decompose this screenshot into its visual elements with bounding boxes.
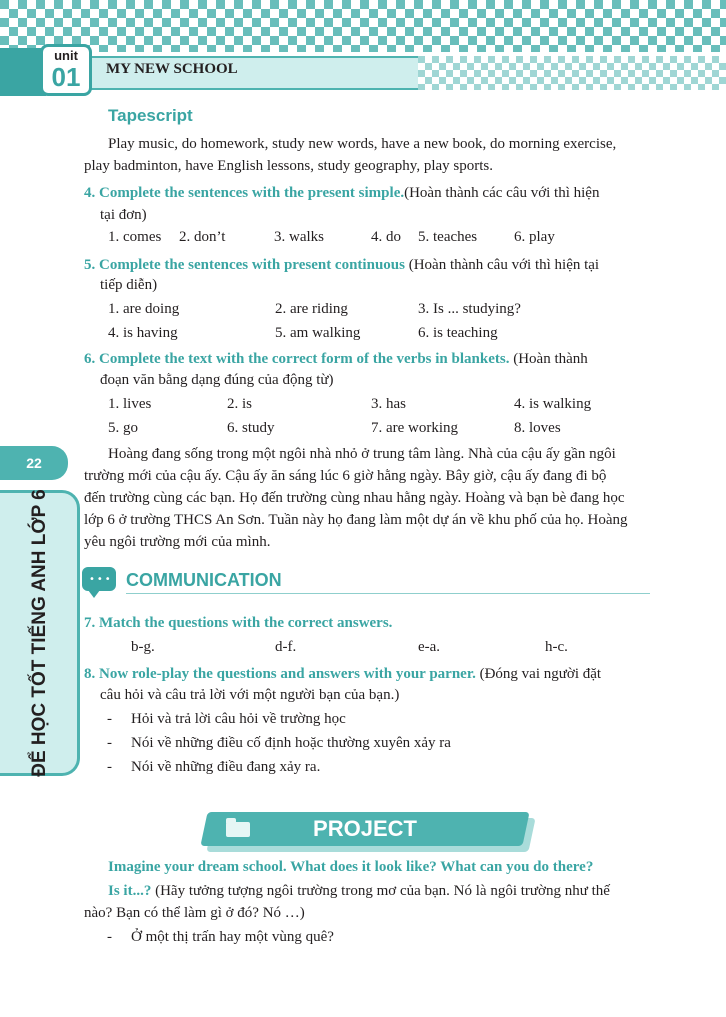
ex4-answer: 5. teaches [418, 229, 478, 245]
ex4-answer: 6. play [514, 229, 555, 245]
ex5-answer: 2. are riding [275, 301, 348, 317]
ex6-paragraph-line: trường mới của cậu ấy. Cậu ấy ăn sáng lúc 6 giờ hằng ngày. Bây giờ, cậu ấy đang đi bộ [84, 468, 607, 484]
project-heading: PROJECT [313, 816, 417, 841]
project-title-vi-2: nào? Bạn có thể làm gì ở đó? Nó …) [84, 905, 305, 921]
tapescript-heading: Tapescript [108, 106, 193, 125]
communication-heading: COMMUNICATION [126, 570, 282, 590]
ex5-title-vi: (Hoàn thành câu với thì hiện tại [408, 257, 600, 273]
ex6-paragraph-line: Hoàng đang sống trong một ngôi nhà nhỏ ở trung tâm làng. Nhà của cậu ấy gần ngôi [108, 446, 616, 462]
ex8-bullet: Nói về những điều cố định hoặc thường xuyên xảy ra [131, 735, 451, 751]
ex4-answer: 4. do [371, 229, 401, 245]
project-title-en-1: Imagine your dream school. What does it look like? What can you do there? [108, 859, 594, 875]
book-title-vertical: ĐỂ HỌC TỐT TIẾNG ANH LỚP 6 [29, 489, 50, 777]
ex4-title [84, 182, 599, 204]
ex4-title-en: 4. Complete the sentences with the present simple. [84, 185, 405, 201]
ex6-title-vi-2: đoạn văn bằng dạng đúng của động từ) [100, 372, 334, 388]
ex8-bullet-dash: - [107, 759, 112, 775]
ex7-title: 7. Match the questions with the correct answers. [84, 615, 393, 631]
ex8-bullet: Nói về những điều đang xảy ra. [131, 759, 321, 775]
ex5-answer: 3. Is ... studying? [418, 301, 521, 317]
ex6-paragraph-line: lớp 6 ở trường THCS An Sơn. Tuần này họ đang làm một dự án về khu phố của họ. Hoàng [84, 512, 628, 528]
ex5-answer: 1. are doing [108, 301, 180, 317]
communication-divider [126, 593, 650, 594]
ex4-answer: 2. don’t [179, 229, 226, 245]
ex6-answer: 2. is [227, 396, 253, 412]
ex4-answer: 3. walks [274, 229, 324, 245]
page-number: 22 [0, 446, 68, 480]
project-bullet: Ở một thị trấn hay một vùng quê? [131, 929, 334, 945]
header-pattern-right [418, 56, 726, 90]
ex6-title-en: 6. Complete the text with the correct form of the verbs in blankets. [84, 351, 510, 367]
ex6-answer: 4. is walking [514, 396, 592, 412]
ex8-title-vi-2: câu hỏi và câu trả lời với một người bạn của bạn.) [100, 687, 400, 703]
ex6-title-vi: (Hoàn thành [513, 351, 588, 367]
top-decorative-pattern [0, 0, 726, 52]
ex5-title-en: 5. Complete the sentences with present continuous [84, 257, 405, 273]
ex8-bullet-dash: - [107, 711, 112, 727]
project-title-en-2: Is it...? [108, 883, 152, 899]
ex6-paragraph-line: đến trường cùng các bạn. Họ đến trường cùng nhau hằng ngày. Hoàng và bạn bè đang học [84, 490, 625, 506]
unit-word: unit [54, 48, 78, 63]
project-title-vi-1: (Hãy tưởng tượng ngôi trường trong mơ của bạn. Nó là ngôi trường như thế [155, 883, 610, 899]
project-title-line-2 [108, 880, 610, 902]
ex7-answer: h-c. [545, 639, 568, 655]
ex4-answer: 1. comes [108, 229, 162, 245]
ex8-bullet-dash: - [107, 735, 112, 751]
ex4-title-vi-2: tại đơn) [100, 207, 147, 223]
ex7-answer: e-a. [418, 639, 441, 655]
ex5-answer: 6. is teaching [418, 325, 498, 341]
ex4-title-vi: (Hoàn thành các câu với thì hiện [404, 185, 600, 201]
ex5-answer: 5. am walking [275, 325, 361, 341]
ex5-title [84, 254, 599, 276]
ex6-answer: 1. lives [108, 396, 152, 412]
ex8-title-en: 8. Now role-play the questions and answers with your parner. [84, 666, 476, 682]
ex8-title-vi: (Đóng vai người đặt [479, 666, 602, 682]
ex6-paragraph-line: yêu ngôi trường mới của mình. [84, 534, 271, 550]
ex7-answer: b-g. [131, 639, 155, 655]
unit-number: 01 [51, 62, 81, 92]
tapescript-line-2: play badminton, have English lessons, study geography, play sports. [84, 158, 493, 174]
chat-bubble-icon: ••• [82, 567, 116, 591]
ex8-bullet: Hỏi và trả lời câu hỏi về trường học [131, 711, 346, 727]
ex6-answer: 7. are working [371, 420, 459, 436]
ex5-answer: 4. is having [108, 325, 178, 341]
unit-badge [40, 44, 92, 96]
unit-title: MY NEW SCHOOL [106, 61, 238, 77]
ex6-answer: 3. has [371, 396, 406, 412]
ex7-answer: d-f. [275, 639, 297, 655]
ex5-title-vi-2: tiếp diễn) [100, 277, 158, 293]
ex6-answer: 8. loves [514, 420, 561, 436]
ex6-answer: 5. go [108, 420, 138, 436]
ex6-title [84, 348, 588, 370]
ex8-title [84, 663, 601, 685]
project-bullet-dash: - [107, 929, 112, 945]
tapescript-line-1: Play music, do homework, study new words, have a new book, do morning exercise, [108, 136, 617, 152]
ex6-answer: 6. study [227, 420, 275, 436]
